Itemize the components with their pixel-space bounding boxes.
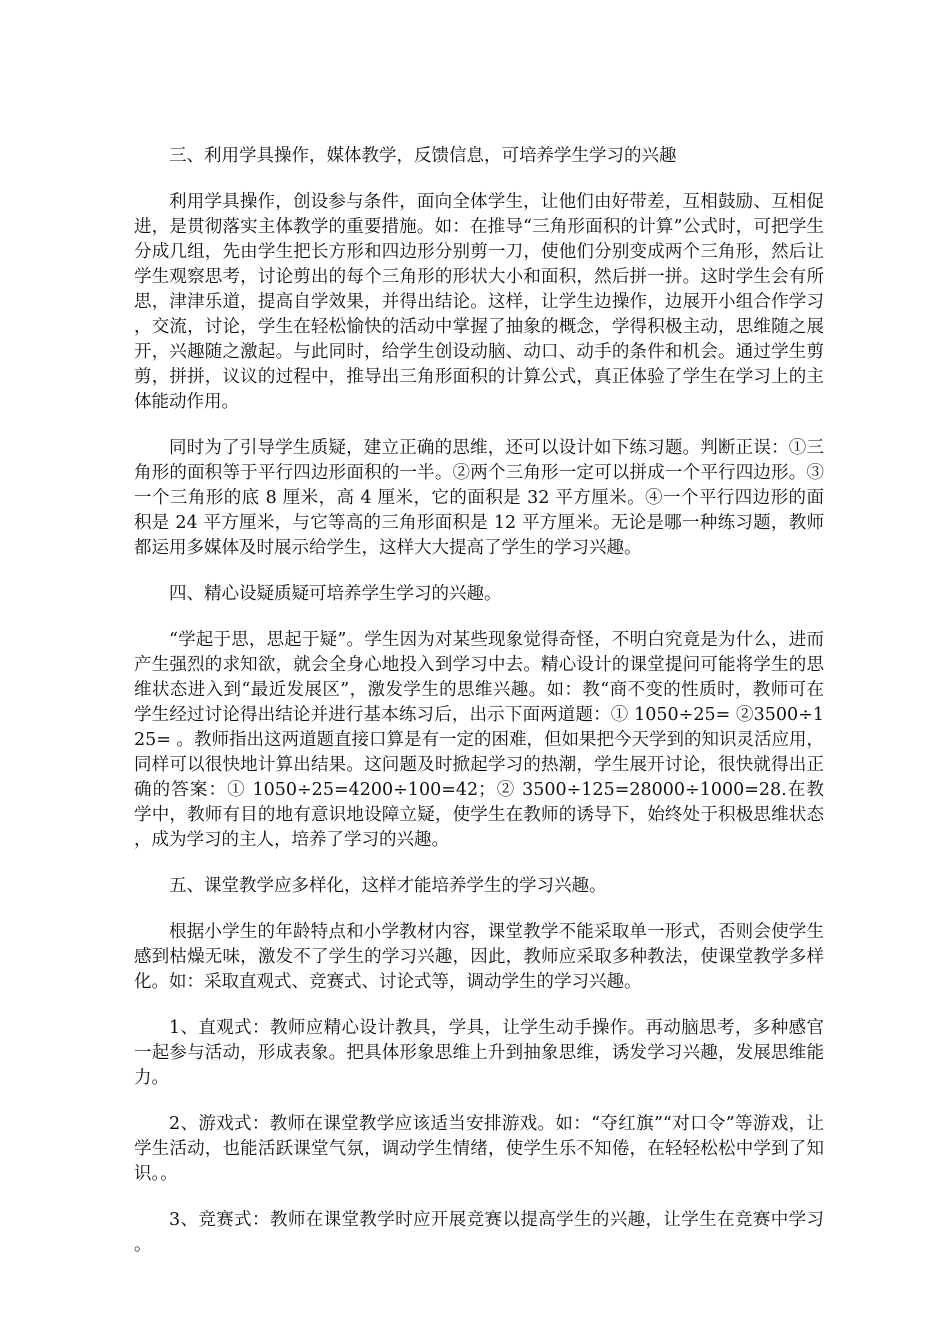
list-item-1: 1、直观式：教师应精心设计教具，学具，让学生动手操作。再动脑思考，多种感官一起参与活动，形成表象。把具体形象思维上升到抽象思维，诱发学习兴趣，发展思维能力。: [134, 1018, 824, 1088]
section-heading-4: 四、精心设疑质疑可培养学生学习的兴趣。: [169, 584, 502, 604]
paragraph: 同时为了引导学生质疑，建立正确的思维，还可以设计如下练习题。判断正误：①三角形的面积等于平行四边形面积的一半。②两个三角形一定可以拼成一个平行四边形。③一个三角形的底 8 厘米，高 4 厘米，它的面积是 32 平方厘米。④一个平行四边形的面积是 24 平方厘米，与它等高的三角形面积是 12 平方厘米。无论是哪一种练习题，教师都运用多媒体及时展示给学生，这样大大提高了学生的学习兴趣。: [134, 438, 824, 558]
paragraph: “学起于思，思起于疑”。学生因为对某些现象觉得奇怪，不明白究竟是为什么，进而产生强烈的求知欲，就会全身心地投入到学习中去。精心设计的课堂提问可能将学生的思维状态进入到“最近发展区”，激发学生的思维兴趣。如：教“商不变的性质时，教师可在学生经过讨论得出结论并进行基本练习后，出示下面两道题：① 1050÷25= ②3500÷125= 。教师指出这两道题直接口算是有一定的困难，但如果把今天学到的知识灵活应用，同样可以很快地计算出结果。这问题及时掀起学习的热潮，学生展开讨论，很快就得出正确的答案：① 1050÷25=4200÷100=42；② 3500÷125=28000÷1000=28.在教学中，教师有目的地有意识地设障立疑，使学生在教师的诱导下，始终处于积极思维状态，成为学习的主人，培养了学习的兴趣。: [134, 630, 824, 850]
section-heading-5: 五、课堂教学应多样化，这样才能培养学生的学习兴趣。: [169, 876, 607, 896]
list-item-3: 3、竞赛式：教师在课堂教学时应开展竞赛以提高学生的兴趣，让学生在竞赛中学习。: [134, 1210, 824, 1255]
paragraph: 根据小学生的年龄特点和小学教材内容，课堂教学不能采取单一形式，否则会使学生感到枯燥无味，激发不了学生的学习兴趣，因此，教师应采取多种教法，使课堂教学多样化。如：采取直观式、竞赛式、讨论式等，调动学生的学习兴趣。: [134, 922, 824, 992]
paragraph: 利用学具操作，创设参与条件，面向全体学生，让他们由好带差，互相鼓励、互相促进，是贯彻落实主体教学的重要措施。如：在推导“三角形面积的计算”公式时，可把学生分成几组，先由学生把长方形和四边形分别剪一刀，使他们分别变成两个三角形，然后让学生观察思考，讨论剪出的每个三角形的形状大小和面积，然后拼一拼。这时学生会有所思，津津乐道，提高自学效果，并得出结论。这样，让学生边操作，边展开小组合作学习，交流，讨论，学生在轻松愉快的活动中掌握了抽象的概念，学得积极主动，思维随之展开，兴趣随之激起。与此同时，给学生创设动脑、动口、动手的条件和机会。通过学生剪剪，拼拼，议议的过程中，推导出三角形面积的计算公式，真正体验了学生在学习上的主体能动作用。: [134, 192, 824, 412]
section-heading-3: 三、利用学具操作，媒体教学，反馈信息，可培养学生学习的兴趣: [169, 146, 677, 166]
list-item-2: 2、游戏式：教师在课堂教学应该适当安排游戏。如：“夺红旗”“对口令”等游戏，让学生活动，也能活跃课堂气氛，调动学生情绪，使学生乐不知倦，在轻轻松松中学到了知识。。: [134, 1114, 824, 1184]
document-body: [134, 144, 824, 1279]
